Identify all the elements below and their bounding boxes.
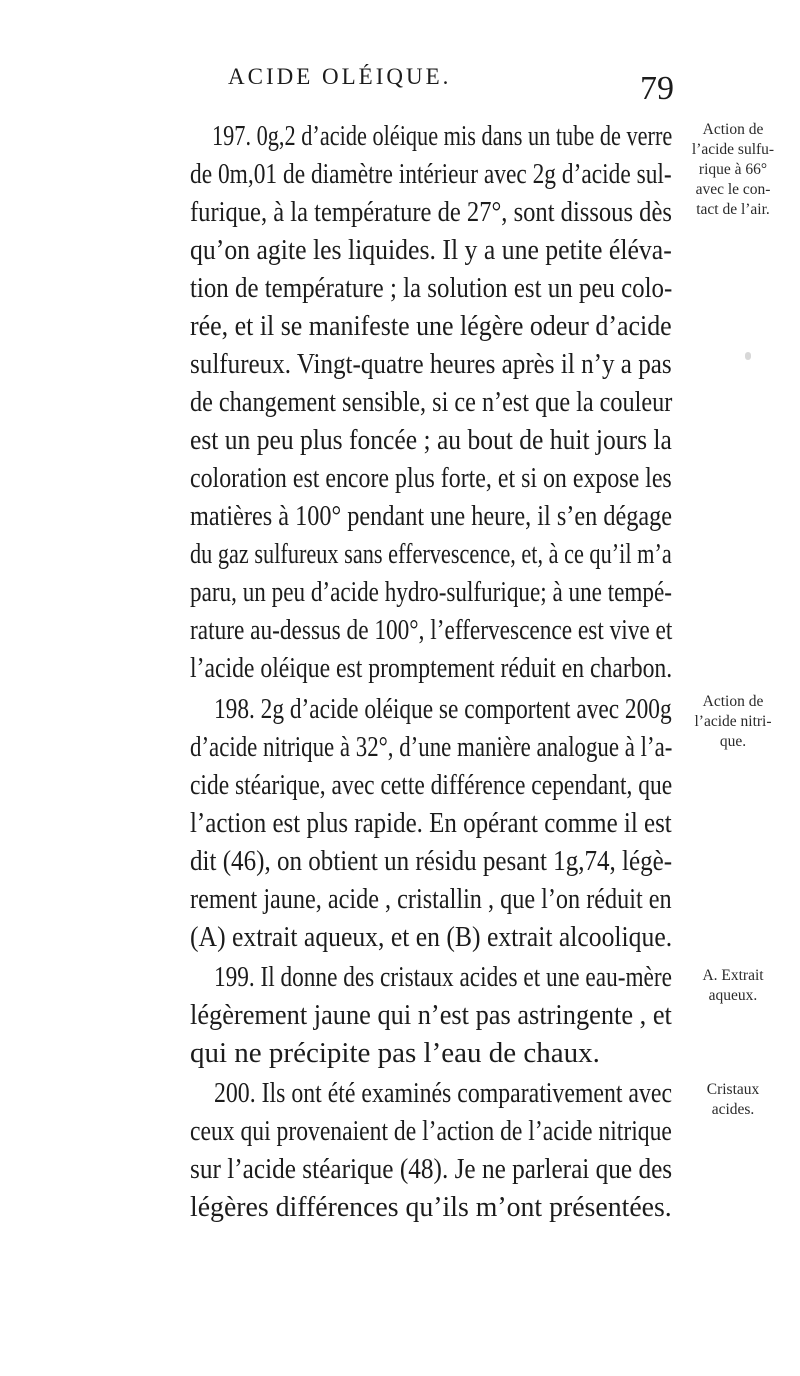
text-line: (A) extrait aqueux, et en (B) extrait alcoolique. xyxy=(190,921,673,953)
margin-note-line: acides. xyxy=(711,1101,755,1118)
text-line: l’action est plus rapide. En opérant comme il est xyxy=(190,807,672,839)
text-line: matières à 100° pendant une heure, il s’en dégage xyxy=(190,500,673,532)
text-line: du gaz sulfureux sans effervescence, et, à ce qu’il m’a xyxy=(190,538,672,570)
text-line: 198. 2g d’acide oléique se comportent avec 200g xyxy=(214,693,672,725)
text-line: légèrement jaune qui n’est pas astringente , et xyxy=(190,999,672,1031)
text-line: 199. Il donne des cristaux acides et une eau-mère xyxy=(214,961,672,993)
text-line: rature au-dessus de 100°, l’effervescence est vive et xyxy=(190,614,673,646)
text-line: rement jaune, acide , cristallin , que l’on réduit en xyxy=(190,883,672,915)
page-number: 79 xyxy=(640,70,674,107)
text-line: l’acide oléique est promptement réduit en charbon. xyxy=(190,652,673,684)
margin-note-line: A. Extrait xyxy=(702,967,764,984)
text-line: sulfureux. Vingt-quatre heures après il n’y a pas xyxy=(190,348,672,380)
text-line: 200. Ils ont été examinés comparativement avec xyxy=(214,1077,673,1109)
text-line: ceux qui provenaient de l’action de l’acide nitrique xyxy=(190,1115,672,1147)
text-line: de changement sensible, si ce n’est que la couleur xyxy=(190,386,673,418)
margin-note-line: que. xyxy=(719,733,747,750)
text-line: coloration est encore plus forte, et si on expose les xyxy=(190,462,672,494)
margin-note-nitric xyxy=(678,692,788,752)
margin-note-line: avec le con- xyxy=(695,181,771,198)
margin-note-line: rique à 66° xyxy=(698,161,768,178)
text-line: 197. 0g,2 d’acide oléique mis dans un tube de verre xyxy=(212,120,673,152)
text-line: qu’on agite les liquides. Il y a une petite éléva- xyxy=(190,234,672,266)
running-title: ACIDE OLÉIQUE. xyxy=(228,64,452,89)
text-line: d’acide nitrique à 32°, d’une manière analogue à l’a- xyxy=(190,731,673,763)
text-line: furique, à la température de 27°, sont dissous dès xyxy=(190,196,672,228)
text-line: est un peu plus foncée ; au bout de huit jours la xyxy=(190,424,672,456)
text-line: dit (46), on obtient un résidu pesant 1g,74, légè- xyxy=(190,845,673,877)
text-line: sur l’acide stéarique (48). Je ne parlerai que des xyxy=(190,1153,673,1185)
text-line: qui ne précipite pas l’eau de chaux. xyxy=(190,1037,600,1069)
margin-note-line: Cristaux xyxy=(706,1081,760,1098)
text-line: paru, un peu d’acide hydro-sulfurique; à une tempé- xyxy=(190,576,672,608)
margin-note-aqueous-extract xyxy=(678,966,788,1006)
text-line: cide stéarique, avec cette différence cependant, que xyxy=(190,769,673,801)
margin-note-line: l’acide sulfu- xyxy=(691,141,775,158)
margin-note-line: Action de xyxy=(702,693,764,710)
text-line: tion de température ; la solution est un peu colo- xyxy=(190,272,673,304)
paper-stain xyxy=(745,352,751,360)
text-line: rée, et il se manifeste une légère odeur d’acide xyxy=(190,310,672,342)
text-line: légères différences qu’ils m’ont présentées. xyxy=(190,1191,672,1223)
margin-note-line: Action de xyxy=(702,121,764,138)
page-header xyxy=(0,64,800,107)
margin-note-line: l’acide nitri- xyxy=(694,713,772,730)
margin-note-sulfuric xyxy=(678,120,788,220)
margin-note-acid-crystals xyxy=(678,1080,788,1120)
text-line: de 0m,01 de diamètre intérieur avec 2g d’acide sul- xyxy=(190,158,672,190)
margin-note-line: tact de l’air. xyxy=(696,201,770,218)
margin-note-line: aqueux. xyxy=(708,987,758,1004)
